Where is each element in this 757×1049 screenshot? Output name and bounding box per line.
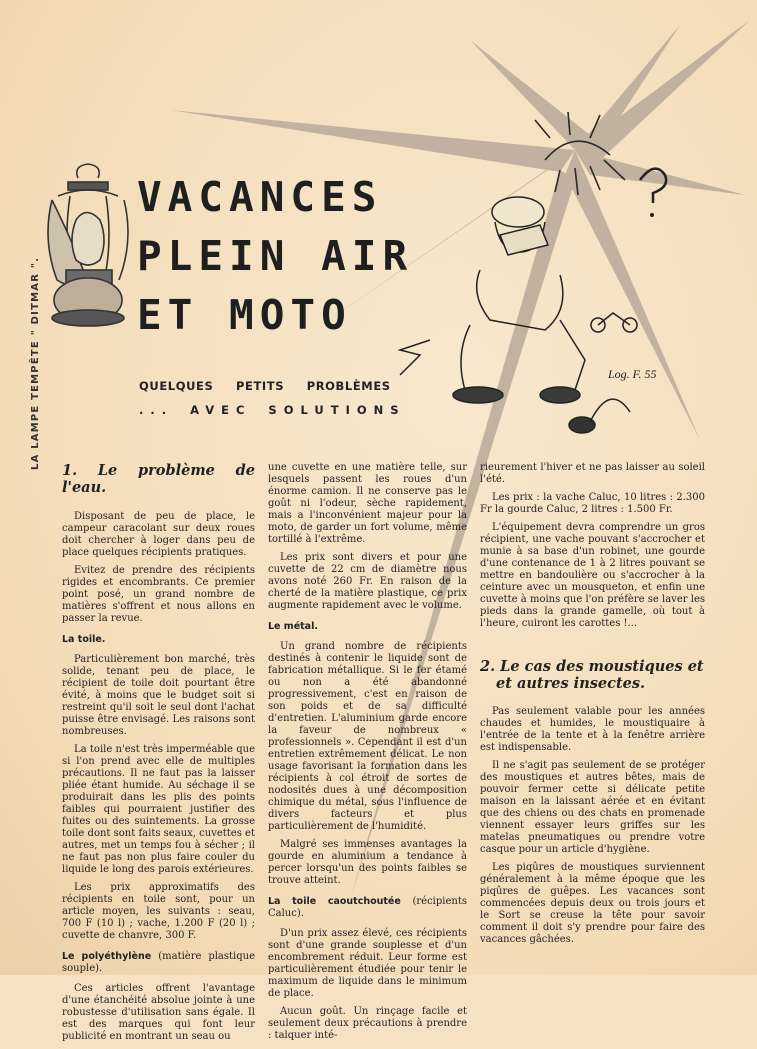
subheading-metal: Le métal.: [268, 621, 318, 632]
paragraph: Les piqûres de moustiques surviennent généralement à la même époque que les piqûres de guêpes. Les vacances sont commencées depuis deux ou trois jours et le Sort se creuse la tête pour savoir comment il doit s'y prendre pour faire des vacances gâchées.: [480, 862, 705, 945]
article-column-1: [62, 462, 255, 1049]
paragraph: Pas seulement valable pour les années chaudes et humides, le moustiquaire à l'entrée de la tente et à la fenêtre arrière est indispensable.: [480, 706, 705, 753]
subtitle-line-2: ... AVEC SOLUTIONS: [139, 403, 406, 417]
paragraph: Les prix approximatifs des récipients en toile sont, pour un article moyen, les suivants : seau, 700 F (10 l) ; vache, 1.200 F (20 l) ; cuvette de chanvre, 300 F.: [62, 882, 255, 941]
article-column-2: [268, 462, 467, 1048]
subtitle-line-1: QUELQUES PETITS PROBLÈMES: [139, 379, 391, 393]
side-caption: LA LAMPE TEMPÊTE " DITMAR ".: [30, 256, 41, 470]
subheading-polyethylene: [62, 951, 255, 975]
paragraph: Aucun goût. Un rinçage facile et seulement deux précautions à prendre : talquer inté-: [268, 1006, 467, 1041]
paragraph: une cuvette en une matière telle, sur lesquels passent les roues d'un énorme camion. Il ne conserve pas le goût ni l'odeur, sèche rapidement, mais a l'inconvénient majeur pour la moto, de garder un fort volume, même tortillé à l'extrême.: [268, 462, 467, 545]
section-heading-mosquitoes: [480, 658, 705, 692]
section-heading-water: 1. Le problème de l'eau.: [62, 462, 255, 496]
article-column-3: [480, 462, 705, 952]
paragraph: Les prix sont divers et pour une cuvette de 22 cm de diamètre nous avons noté 260 Fr. En raison de la cherté de la matière plastique, ce prix augmente rapidement avec le volume.: [268, 552, 467, 611]
paragraph: Disposant de peu de place, le campeur caracolant sur deux roues doit chercher à loger dans peu de place quelques récipients pratiques.: [62, 511, 255, 558]
paragraph: La toile n'est très imperméable que si l'on prend avec elle de multiples précautions. Il ne faut pas la laisser pliée étant humide. Au séchage il se produirait dans les plis des points faibles qui pourraient justifier des fuites ou des suintements. La grosse toile dont sont faits seaux, cuvettes et autres, met un temps fou à sécher ; il ne faut pas non plus faire couler du liquide le long des parois extérieures.: [62, 744, 255, 875]
title-line-3: ET MOTO: [137, 291, 352, 339]
subheading-note: (récipients Caluc).: [268, 896, 467, 919]
storm-lantern-illustration: [48, 164, 128, 326]
title-line-2: PLEIN AIR: [137, 232, 414, 280]
paragraph: Les prix : la vache Caluc, 10 litres : 2.300 Fr la gourde Caluc, 2 litres : 1.500 Fr.: [480, 492, 705, 515]
subheading-text: Le polyéthylène: [62, 951, 152, 962]
paragraph: Evitez de prendre des récipients rigides et encombrants. Ce premier point posé, un grand nombre de matières s'offrent et nous allons en passer la revue.: [62, 565, 255, 624]
paragraph: Malgré ses immenses avantages la gourde en aluminium a tendance à percer lorsqu'un des points faibles se trouve atteint.: [268, 839, 467, 886]
paragraph: rieurement l'hiver et ne pas laisser au soleil l'été.: [480, 462, 705, 485]
paragraph: L'équipement devra comprendre un gros récipient, une vache pouvant s'accrocher et munie à sa base d'un robinet, une gourde d'une contenance de 1 à 2 litres pouvant se mettre en bandoulière ou s'accrocher à la ceinture avec un mousqueton, et enfin une cuvette à moins que l'on préfère se laver les pieds dans la grande gamelle, où tout à l'heure, cuiront les carottes !...: [480, 522, 705, 629]
paragraph: D'un prix assez élevé, ces récipients sont d'une grande souplesse et d'un encombrement réduit. Leur forme est particulièrement étudiée pour tenir le maximum de liquide dans le minimum de place.: [268, 928, 467, 999]
subheading-toile: La toile.: [62, 634, 106, 645]
heading-line-2: et autres insectes.: [496, 675, 646, 692]
page-title: [137, 168, 413, 345]
heading-line-1: 2. Le cas des moustiques et: [480, 658, 704, 675]
paragraph: Particulièrement bon marché, très solide, tenant peu de place, le récipient de toile doit pourtant être évité, à moins que le budget soit si restreint qu'il soit le seul dont l'achat puisse être envisagé. Les raisons sont nombreuses.: [62, 654, 255, 737]
paragraph: Ces articles offrent l'avantage d'une étanchéité absolue jointe à une robustesse d'utilisation sans égale. Il est des marques qui font leur publicité en montrant un seau ou: [62, 983, 255, 1042]
title-line-1: VACANCES: [137, 173, 383, 221]
paragraph: Un grand nombre de récipients destinés à contenir le liquide sont de fabrication métallique. Si le fer étamé ou non a été abandonné progressivement, c'est en raison de son poids et de sa difficulté d'entretien. L'aluminium garde encore la faveur de nombreux « professionnels ». Cependant il est d'un entretien extrêmement délicat. Le non usage favorisant la formation dans les récipients à col étroit de sortes de nodosités dues à une décomposition chimique du métal, sous l'influence de divers facteurs et plus particulièrement de l'humidité.: [268, 641, 467, 832]
signature: Log. F. 55: [608, 367, 657, 381]
subheading-toile-caoutchoutee: [268, 896, 467, 920]
paragraph: Il ne s'agit pas seulement de se protéger des moustiques et autres bêtes, mais de pouvoir fermer cette si délicate petite maison en la laissant aérée et en évitant que des chiens ou des chats en promenade viennent essayer leurs griffes sur les matelas pneumatiques ou prendre votre casque pour un article d'hygiène.: [480, 760, 705, 855]
subtitle: [139, 374, 406, 422]
subheading-text: La toile caoutchoutée: [268, 896, 401, 907]
subheading-note: (matière plastique souple).: [62, 951, 256, 974]
